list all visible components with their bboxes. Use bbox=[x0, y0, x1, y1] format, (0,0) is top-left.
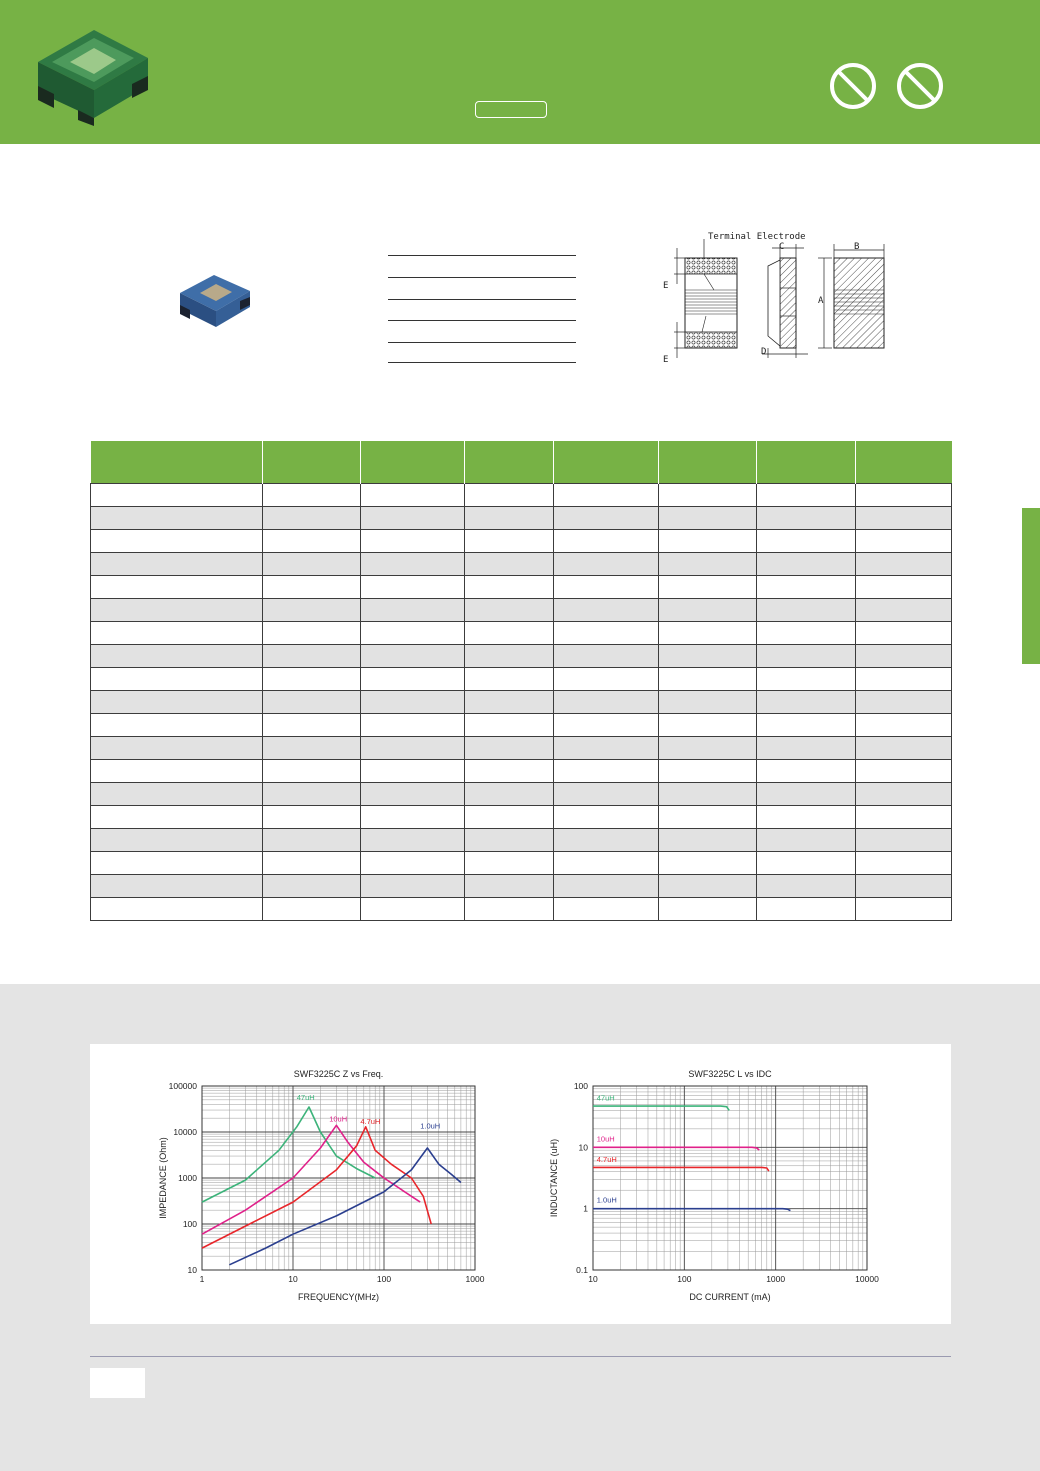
table-cell bbox=[856, 668, 952, 691]
table-row bbox=[91, 599, 952, 622]
table-cell bbox=[465, 875, 554, 898]
series-label: 1.0uH bbox=[596, 1195, 617, 1205]
table-row bbox=[91, 576, 952, 599]
y-tick-label: 10000 bbox=[173, 1127, 197, 1137]
y-tick-label: 100 bbox=[573, 1081, 588, 1091]
table-row bbox=[91, 737, 952, 760]
table-cell bbox=[554, 783, 659, 806]
x-tick-label: 1000 bbox=[465, 1274, 485, 1284]
y-tick-label: 10 bbox=[187, 1265, 197, 1275]
table-cell bbox=[757, 622, 856, 645]
table-cell bbox=[361, 576, 465, 599]
table-cell bbox=[856, 760, 952, 783]
table-row bbox=[91, 898, 952, 921]
plot-frame bbox=[593, 1086, 867, 1270]
table-cell bbox=[361, 668, 465, 691]
section-side-tab bbox=[1022, 508, 1040, 664]
table-cell bbox=[263, 622, 361, 645]
table-cell bbox=[554, 714, 659, 737]
spec-line bbox=[388, 255, 576, 256]
table-cell bbox=[91, 875, 263, 898]
table-cell bbox=[361, 806, 465, 829]
table-cell bbox=[465, 783, 554, 806]
dim-label-b: B bbox=[854, 242, 860, 252]
table-cell bbox=[91, 760, 263, 783]
table-cell bbox=[361, 852, 465, 875]
table-row bbox=[91, 553, 952, 576]
impedance-chart bbox=[90, 1044, 510, 1324]
table-cell bbox=[91, 599, 263, 622]
table-cell bbox=[757, 806, 856, 829]
dim-label-d: D bbox=[761, 347, 767, 357]
table-cell bbox=[554, 530, 659, 553]
table-cell bbox=[856, 576, 952, 599]
y-tick-label: 10 bbox=[578, 1142, 588, 1153]
table-row bbox=[91, 852, 952, 875]
table-cell bbox=[856, 875, 952, 898]
table-cell bbox=[91, 714, 263, 737]
spec-line bbox=[388, 342, 576, 343]
table-cell bbox=[659, 599, 757, 622]
table-cell bbox=[465, 898, 554, 921]
table-cell bbox=[465, 507, 554, 530]
table-cell bbox=[361, 691, 465, 714]
spec-line bbox=[388, 277, 576, 278]
table-cell bbox=[659, 714, 757, 737]
x-axis-label: DC CURRENT (mA) bbox=[689, 1292, 771, 1302]
table-cell bbox=[757, 829, 856, 852]
table-cell bbox=[361, 599, 465, 622]
table-cell bbox=[263, 760, 361, 783]
x-tick-label: 10 bbox=[588, 1274, 598, 1284]
table-cell bbox=[91, 783, 263, 806]
series-label: 47uH bbox=[596, 1093, 615, 1103]
table-cell bbox=[757, 714, 856, 737]
table-cell bbox=[856, 599, 952, 622]
table-cell bbox=[554, 760, 659, 783]
table-cell bbox=[91, 530, 263, 553]
table-cell bbox=[361, 507, 465, 530]
prohibition-icon bbox=[896, 62, 944, 110]
table-cell bbox=[554, 737, 659, 760]
header-banner bbox=[0, 0, 1040, 144]
y-axis-label: INDUCTANCE (uH) bbox=[549, 1138, 559, 1218]
series-label: 47uH bbox=[296, 1092, 315, 1102]
table-cell bbox=[91, 898, 263, 921]
spec-line bbox=[388, 299, 576, 300]
product-photo bbox=[178, 271, 252, 329]
table-cell bbox=[554, 507, 659, 530]
table-cell bbox=[554, 829, 659, 852]
series-line bbox=[593, 1147, 759, 1150]
table-row bbox=[91, 530, 952, 553]
y-tick-label: 1 bbox=[583, 1203, 588, 1214]
table-cell bbox=[465, 622, 554, 645]
table-cell bbox=[856, 852, 952, 875]
table-cell bbox=[91, 691, 263, 714]
table-cell bbox=[361, 645, 465, 668]
inductance-chart bbox=[510, 1044, 951, 1324]
table-cell bbox=[757, 530, 856, 553]
table-row bbox=[91, 622, 952, 645]
table-cell bbox=[554, 852, 659, 875]
table-cell bbox=[554, 576, 659, 599]
x-tick-label: 100 bbox=[677, 1274, 692, 1284]
table-cell bbox=[856, 898, 952, 921]
table-cell bbox=[465, 553, 554, 576]
table-cell bbox=[554, 553, 659, 576]
series-line bbox=[593, 1106, 729, 1110]
table-cell bbox=[91, 576, 263, 599]
table-cell bbox=[757, 691, 856, 714]
x-tick-label: 10000 bbox=[855, 1274, 879, 1284]
table-cell bbox=[554, 668, 659, 691]
table-cell bbox=[361, 714, 465, 737]
footer-divider bbox=[90, 1356, 951, 1357]
table-cell bbox=[361, 484, 465, 507]
x-tick-label: 1 bbox=[199, 1274, 205, 1284]
table-cell bbox=[91, 645, 263, 668]
table-cell bbox=[856, 829, 952, 852]
table-header-cell bbox=[856, 441, 952, 484]
table-header-cell bbox=[757, 441, 856, 484]
table-cell bbox=[91, 829, 263, 852]
table-cell bbox=[263, 806, 361, 829]
table-cell bbox=[757, 484, 856, 507]
table-cell bbox=[263, 553, 361, 576]
table-cell bbox=[465, 530, 554, 553]
table-cell bbox=[659, 875, 757, 898]
parts-table bbox=[90, 441, 952, 921]
table-row bbox=[91, 760, 952, 783]
table-cell bbox=[465, 668, 554, 691]
table-cell bbox=[757, 645, 856, 668]
table-cell bbox=[263, 898, 361, 921]
table-cell bbox=[554, 484, 659, 507]
table-cell bbox=[659, 484, 757, 507]
table-header-cell bbox=[659, 441, 757, 484]
series-badge bbox=[475, 101, 547, 118]
series-label: 10uH bbox=[329, 1114, 348, 1124]
table-header-cell bbox=[554, 441, 659, 484]
table-cell bbox=[465, 806, 554, 829]
table-cell bbox=[91, 622, 263, 645]
table-row bbox=[91, 484, 952, 507]
table-cell bbox=[263, 599, 361, 622]
table-row bbox=[91, 645, 952, 668]
table-cell bbox=[659, 737, 757, 760]
table-cell bbox=[465, 737, 554, 760]
table-cell bbox=[659, 553, 757, 576]
table-cell bbox=[465, 645, 554, 668]
table-row bbox=[91, 507, 952, 530]
table-cell bbox=[465, 714, 554, 737]
chart-title: SWF3225C L vs IDC bbox=[688, 1069, 772, 1079]
table-cell bbox=[757, 553, 856, 576]
table-cell bbox=[263, 691, 361, 714]
table-cell bbox=[757, 599, 856, 622]
table-cell bbox=[361, 829, 465, 852]
table-cell bbox=[361, 760, 465, 783]
table-cell bbox=[659, 806, 757, 829]
dim-label-e-bottom: E bbox=[663, 355, 669, 365]
table-cell bbox=[659, 622, 757, 645]
table-cell bbox=[856, 691, 952, 714]
table-cell bbox=[659, 898, 757, 921]
table-cell bbox=[91, 484, 263, 507]
table-cell bbox=[856, 806, 952, 829]
table-cell bbox=[554, 898, 659, 921]
x-tick-label: 100 bbox=[376, 1274, 392, 1284]
table-cell bbox=[465, 852, 554, 875]
table-cell bbox=[856, 783, 952, 806]
table-cell bbox=[757, 760, 856, 783]
table-cell bbox=[263, 737, 361, 760]
table-row bbox=[91, 668, 952, 691]
series-line bbox=[593, 1167, 769, 1171]
series-label: 4.7uH bbox=[360, 1116, 381, 1126]
spec-line bbox=[388, 320, 576, 321]
table-cell bbox=[757, 852, 856, 875]
table-cell bbox=[659, 783, 757, 806]
table-cell bbox=[856, 622, 952, 645]
table-cell bbox=[659, 507, 757, 530]
y-tick-label: 0.1 bbox=[576, 1265, 588, 1275]
table-cell bbox=[659, 530, 757, 553]
chart-title: SWF3225C Z vs Freq. bbox=[293, 1069, 384, 1079]
table-cell bbox=[465, 691, 554, 714]
table-row bbox=[91, 714, 952, 737]
y-tick-label: 100000 bbox=[168, 1081, 197, 1091]
table-cell bbox=[757, 898, 856, 921]
table-cell bbox=[659, 829, 757, 852]
series-line bbox=[593, 1209, 790, 1211]
table-cell bbox=[263, 714, 361, 737]
chart-panel bbox=[90, 1044, 951, 1324]
x-tick-label: 10 bbox=[288, 1274, 298, 1284]
table-cell bbox=[465, 760, 554, 783]
y-axis-label: IMPEDANCE (Ohm) bbox=[158, 1137, 168, 1219]
table-cell bbox=[856, 530, 952, 553]
table-cell bbox=[856, 645, 952, 668]
dim-label-e-top: E bbox=[663, 281, 669, 291]
table-cell bbox=[263, 484, 361, 507]
table-cell bbox=[91, 852, 263, 875]
table-cell bbox=[757, 783, 856, 806]
table-header-cell bbox=[91, 441, 263, 484]
table-cell bbox=[554, 599, 659, 622]
table-cell bbox=[361, 898, 465, 921]
table-cell bbox=[757, 507, 856, 530]
table-cell bbox=[659, 691, 757, 714]
table-cell bbox=[554, 806, 659, 829]
table-cell bbox=[263, 645, 361, 668]
table-cell bbox=[659, 760, 757, 783]
table-cell bbox=[659, 852, 757, 875]
table-body bbox=[91, 484, 952, 921]
table-header-cell bbox=[263, 441, 361, 484]
table-cell bbox=[263, 852, 361, 875]
table-cell bbox=[361, 553, 465, 576]
table-cell bbox=[91, 737, 263, 760]
table-header-cell bbox=[361, 441, 465, 484]
terminal-electrode-label: Terminal Electrode bbox=[708, 232, 806, 242]
product-chip-image bbox=[34, 22, 152, 126]
dimension-diagram bbox=[656, 230, 896, 370]
table-cell bbox=[554, 875, 659, 898]
table-cell bbox=[361, 783, 465, 806]
dim-label-a: A bbox=[818, 296, 824, 306]
series-line bbox=[202, 1125, 420, 1234]
table-cell bbox=[856, 484, 952, 507]
table-cell bbox=[91, 806, 263, 829]
table-cell bbox=[91, 668, 263, 691]
table-cell bbox=[659, 668, 757, 691]
table-cell bbox=[263, 576, 361, 599]
table-cell bbox=[465, 484, 554, 507]
table-cell bbox=[361, 622, 465, 645]
table-cell bbox=[659, 576, 757, 599]
table-cell bbox=[263, 668, 361, 691]
series-label: 10uH bbox=[596, 1134, 615, 1144]
table-header-cell bbox=[465, 441, 554, 484]
y-tick-label: 100 bbox=[182, 1219, 197, 1229]
table-cell bbox=[856, 553, 952, 576]
table-cell bbox=[361, 737, 465, 760]
table-row bbox=[91, 875, 952, 898]
table-cell bbox=[856, 507, 952, 530]
table-cell bbox=[856, 714, 952, 737]
table-cell bbox=[659, 645, 757, 668]
table-row bbox=[91, 806, 952, 829]
table-cell bbox=[554, 622, 659, 645]
dim-label-c: C bbox=[779, 242, 785, 252]
table-cell bbox=[856, 737, 952, 760]
x-tick-label: 1000 bbox=[766, 1274, 786, 1284]
table-cell bbox=[263, 875, 361, 898]
series-label: 4.7uH bbox=[596, 1154, 617, 1164]
table-row bbox=[91, 829, 952, 852]
spec-line bbox=[388, 362, 576, 363]
table-cell bbox=[465, 599, 554, 622]
page-number-box bbox=[90, 1368, 145, 1398]
table-cell bbox=[465, 576, 554, 599]
prohibition-icon bbox=[829, 62, 877, 110]
table-cell bbox=[263, 829, 361, 852]
table-cell bbox=[757, 875, 856, 898]
table-header-row bbox=[91, 441, 952, 484]
table-cell bbox=[757, 737, 856, 760]
table-cell bbox=[91, 507, 263, 530]
spec-lines bbox=[388, 250, 576, 370]
table-cell bbox=[263, 507, 361, 530]
table-cell bbox=[554, 691, 659, 714]
table-cell bbox=[263, 783, 361, 806]
table-cell bbox=[465, 829, 554, 852]
table-row bbox=[91, 783, 952, 806]
table-cell bbox=[554, 645, 659, 668]
table-cell bbox=[91, 553, 263, 576]
x-axis-label: FREQUENCY(MHz) bbox=[298, 1292, 379, 1302]
y-tick-label: 1000 bbox=[178, 1173, 197, 1183]
table-cell bbox=[263, 530, 361, 553]
table-cell bbox=[757, 576, 856, 599]
dimension-drawing bbox=[656, 230, 896, 370]
table-row bbox=[91, 691, 952, 714]
table-cell bbox=[361, 530, 465, 553]
table-cell bbox=[361, 875, 465, 898]
series-label: 1.0uH bbox=[420, 1121, 441, 1131]
table-cell bbox=[757, 668, 856, 691]
